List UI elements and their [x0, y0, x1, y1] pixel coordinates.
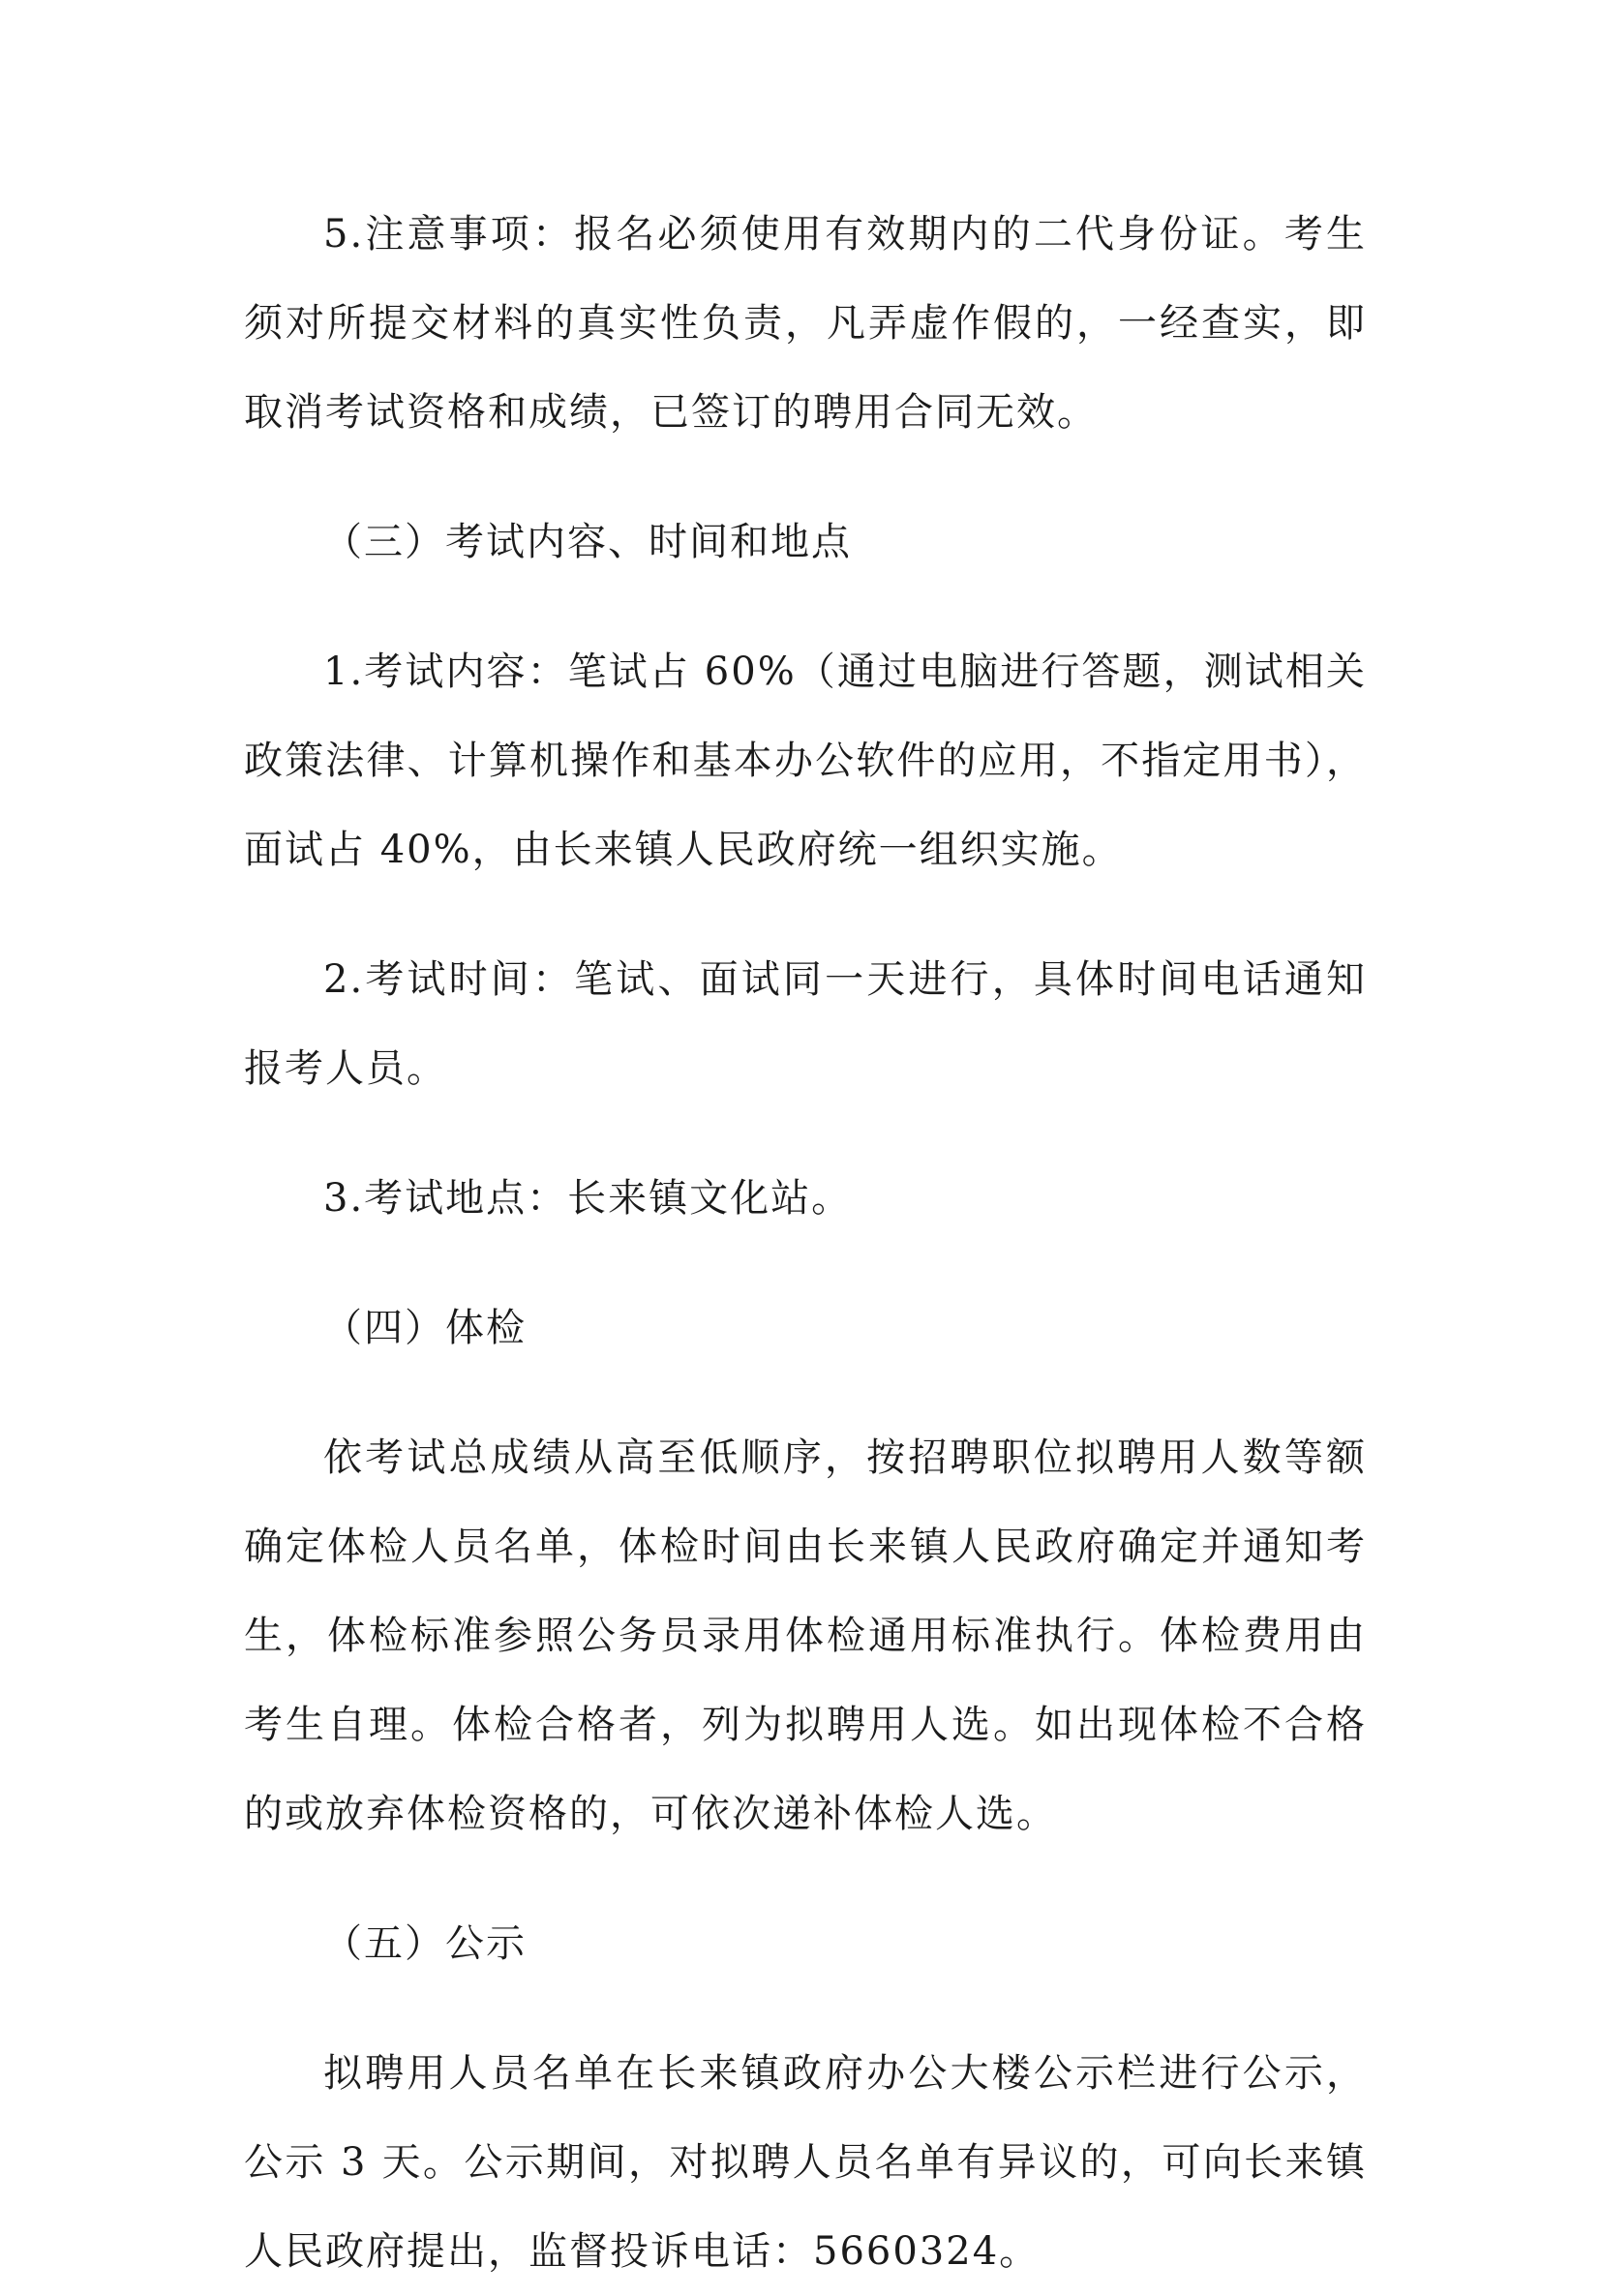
paragraph-exam-place: 3.考试地点：长来镇文化站。 — [323, 1176, 853, 1221]
paragraph-notes: 5.注意事项：报名必须使用有效期内的二代身份证。考生须对所提交材料的真实性负责，凡弄虚作假的，一经查实，即取消考试资格和成绩，已签订的聘用合同无效。 — [244, 212, 1367, 435]
heading-exam-content-time-place: （三）考试内容、时间和地点 — [323, 520, 852, 564]
paragraph-physical-exam: 依考试总成绩从高至低顺序，按招聘职位拟聘用人数等额确定体检人员名单，体检时间由长来镇人民政府确定并通知考生，体检标准参照公务员录用体检通用标准执行。体检费用由考生自理。体检合格者，列为拟聘用人选。如出现体检不合格的或放弃体检资格的，可依次递补体检人选。 — [244, 1435, 1367, 1836]
document-body — [244, 190, 1367, 2296]
heading-physical-exam: （四）体检 — [323, 1306, 527, 1350]
paragraph-public-notice: 拟聘用人员名单在长来镇政府办公大楼公示栏进行公示，公示 3 天。公示期间，对拟聘人员名单有异议的，可向长来镇人民政府提出，监督投诉电话：5660324。 — [244, 2051, 1367, 2274]
paragraph-exam-time: 2.考试时间：笔试、面试同一天进行，具体时间电话通知报考人员。 — [244, 957, 1367, 1091]
heading-public-notice: （五）公示 — [323, 1921, 527, 1966]
paragraph-exam-content: 1.考试内容：笔试占 60%（通过电脑进行答题，测试相关政策法律、计算机操作和基本办公软件的应用，不指定用书），面试占 40%，由长来镇人民政府统一组织实施。 — [244, 650, 1367, 872]
